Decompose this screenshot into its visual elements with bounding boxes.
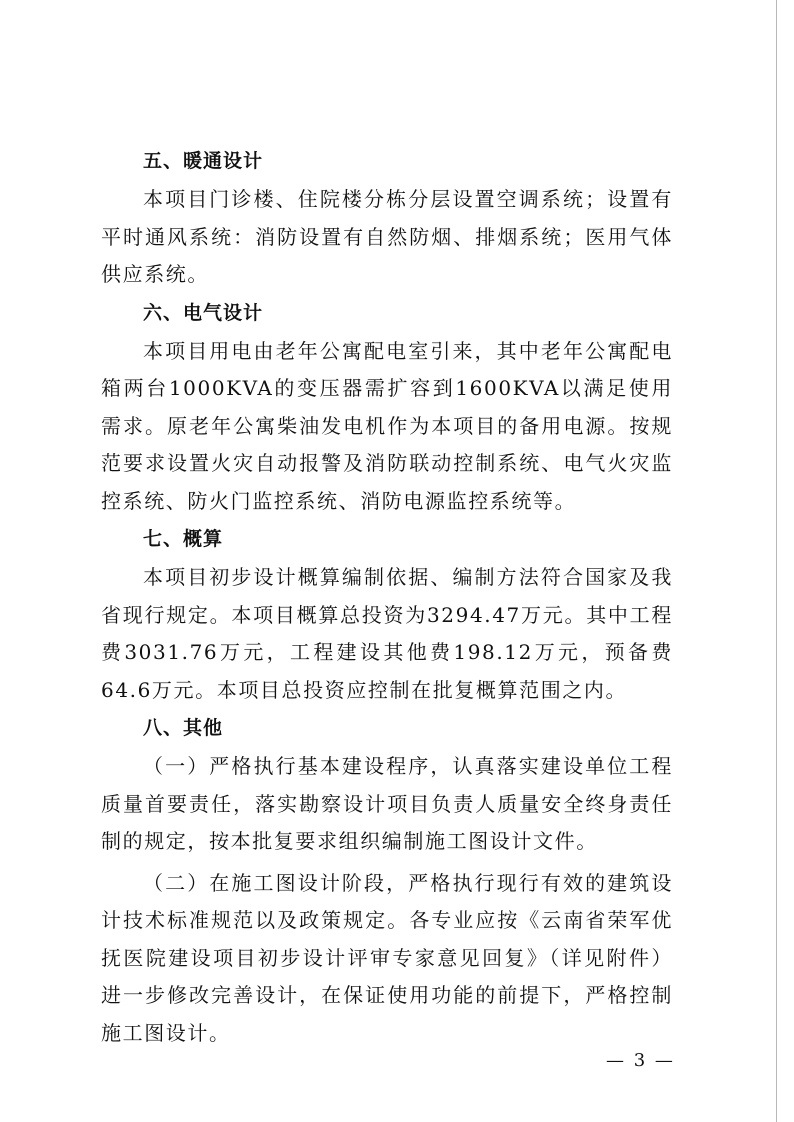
section-paragraph: （二）在施工图设计阶段，严格执行现行有效的建筑设计技术标准规范以及政策规定。各专业应按《云南省荣军优抚医院建设项目初步设计评审专家意见回复》（详见附件）进一步修改完善设计，在保证使用功能的前提下，严格控制施工图设计。 — [101, 870, 673, 1045]
section-paragraph: 本项目门诊楼、住院楼分栋分层设置空调系统；设置有平时通风系统：消防设置有自然防烟、排烟系统；医用气体供应系统。 — [101, 187, 673, 286]
section-other — [101, 713, 673, 1052]
document-body — [101, 146, 673, 1056]
page-number: — 3 — — [606, 1050, 675, 1071]
section-budget-estimate — [101, 524, 673, 709]
section-paragraph: （一）严格执行基本建设程序，认真落实建设单位工程质量首要责任，落实勘察设计项目负责人质量安全终身责任制的规定，按本批复要求组织编制施工图设计文件。 — [101, 754, 673, 853]
section-heading: 五、暖通设计 — [143, 150, 264, 172]
section-paragraph: 本项目用电由老年公寓配电室引来，其中老年公寓配电箱两台1000KVA的变压器需扩容到1600KVA以满足使用需求。原老年公寓柴油发电机作为本项目的备用电源。按规范要求设置火灾自动报警及消防联动控制系统、电气火灾监控系统、防火门监控系统、消防电源监控系统等。 — [101, 338, 673, 513]
scan-edge-line — [776, 0, 777, 1122]
section-electrical-design — [101, 298, 673, 521]
section-heading: 六、电气设计 — [143, 301, 264, 324]
section-hvac-design — [101, 146, 673, 294]
section-heading: 七、概算 — [143, 528, 224, 550]
section-heading: 八、其他 — [143, 717, 224, 739]
section-paragraph: 本项目初步设计概算编制依据、编制方法符合国家及我省现行规定。本项目概算总投资为3294.47万元。其中工程费3031.76万元，工程建设其他费198.12万元，预备费64.6万元。本项目总投资应控制在批复概算范围之内。 — [101, 565, 673, 702]
